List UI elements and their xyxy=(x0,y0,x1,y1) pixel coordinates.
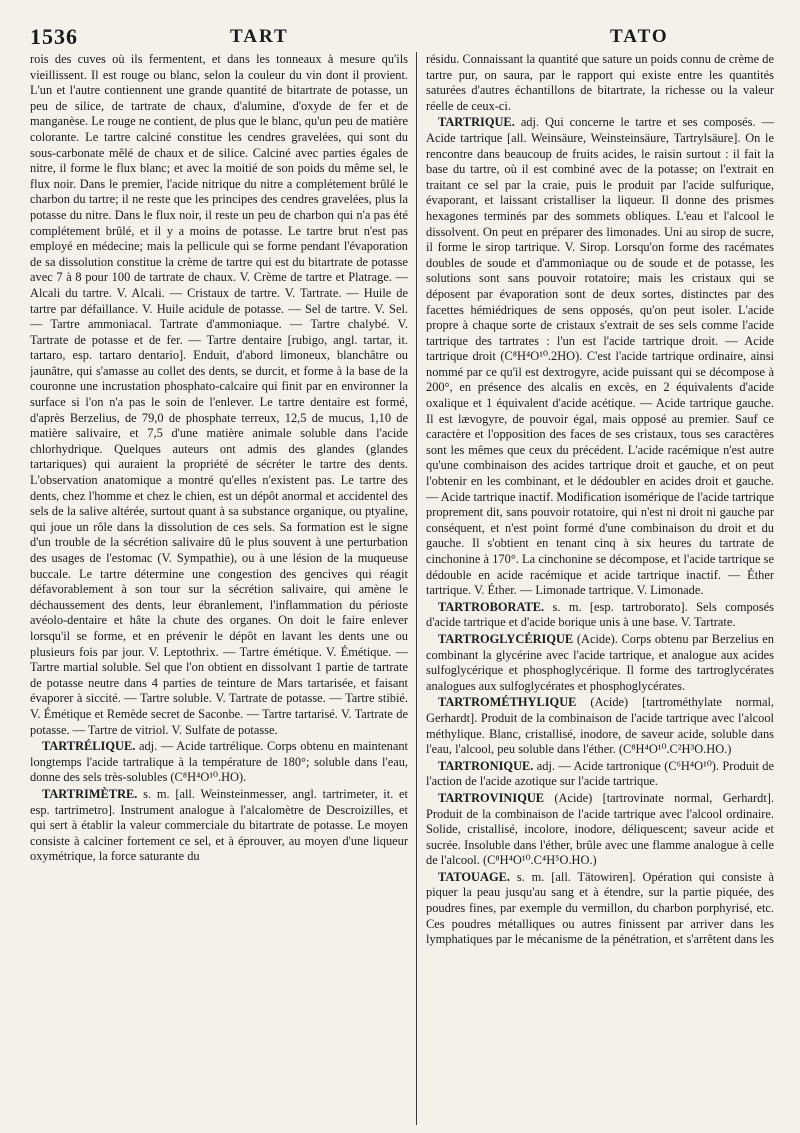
entry-body: s. m. [all. Tätowiren]. Opération qui consiste à piquer la peau jusqu'au sang et à étendre, sur la partie piquée, des poudres fines, par exemple du vermillon, du charbon porphyrisé, etc. Ces poudres métalliques ou autres finissent par arriver dans les lymphatiques par le mécanisme de la pénétration, et s'arrêtent dans les xyxy=(426,869,774,947)
dictionary-entry xyxy=(426,791,774,869)
left-column xyxy=(30,52,408,1125)
dictionary-entry xyxy=(426,115,774,598)
dictionary-entry xyxy=(426,600,774,631)
entry-headword: TARTROMÉTHYLIQUE xyxy=(438,695,577,710)
entry-body: s. m. [all. Weinsteinmesser, angl. tartrimeter, it. et esp. tartrimetro]. Instrument analogue à l'alcalomètre de Descroizilles, et qui sert à établir la valeur commerciale du bitartrate de potasse. Le moyen consiste à calciner fortement ce sel, et à éprouver, au moyen d'une liqueur oxymétrique, la force saturante du xyxy=(30,786,408,864)
entry-headword: TARTRIMÈTRE. xyxy=(42,786,138,801)
entry-headword: TARTROVINIQUE xyxy=(438,790,545,805)
entry-body: (Acide) [tartrométhylate normal, Gerhardt]. Produit de la combinaison de l'acide tartrique avec l'alcool méthylique. Blanc, cristallisé, inodore, de saveur acide, soluble dans l'eau, l'alcool, peu soluble dans l'éther. (C⁸H⁴O¹⁰.C²H³O.HO.) xyxy=(426,695,774,757)
running-header xyxy=(30,24,774,50)
entry-continuation: résidu. Connaissant la quantité que sature un poids connu de crème de tartre pur, on saura, par le rapport qui existe entre les quantités saturées d'autres échantillons de bitartrate, la richesse ou la valeur réelle de ceux-ci. xyxy=(426,52,774,113)
entry-headword: TARTRONIQUE. xyxy=(438,758,534,773)
entry-body: adj. — Acide tartrélique. Corps obtenu en maintenant longtemps l'acide tartralique à la température de 180°; soluble dans l'eau, donne des sels très-solubles (C⁸H⁴O¹⁰.HO). xyxy=(30,739,408,785)
entry-continuation: rois des cuves où ils fermentent, et dans les tonneaux à mesure qu'ils vieillissent. Il est rouge ou blanc, selon la couleur du vin dont il provient. L'un et l'autre contiennent une grande quantité de bitartrate de potasse, un peu de silice, de tartrate de chaux, d'alumine, d'oxyde de fer et de manganèse. Le rouge ne contient, de plus que le blanc, qu'un peu de matière colorante. Le tartre calciné constitue les cendres gravelées, qui sont du sous-carbonate mêlé de chaux et de silice. Calciné avec parties égales de nitre, il forme le flux blanc; et avec la moitié de son poids du même sel, le flux noir. Dans le premier, l'acide nitrique du nitre a complétement brûlé le charbon du tartre; il ne reste que les principes des cendres gravelées, plus la potasse du nitre. Dans le flux noir, il reste un peu de charbon qui n'a pas été complétement brûlé, et il y a moins de potasse. Le tartre brut n'est pas employé en médecine; mais la pellicule qui se forme pendant l'évaporation de sa dissolution constitue la crème de tartre qui est du bitartrate de potasse avec 7 à 8 pour 100 de tartrate de chaux. V. Crème de tartre et Platrage. — Alcali du tartre. V. Alcali. — Cristaux de tartre. V. Tartrate. — Huile de tartre par défaillance. V. Huile acidule de potasse. — Sel de tartre. V. Sel. — Tartre ammoniacal. Tartrate d'ammoniaque. — Tartre chalybé. V. Tartrate de potasse et de fer. — Tartre dentaire [rubigo, angl. tartar, it. tartaro, esp. tartaro dentario]. Enduit, d'abord limoneux, blanchâtre ou jaunâtre, qui s'amasse au collet des dents, se durcit, et forme à la base de la couronne une incrustation phosphato-calcaire qui finit par en environner la surface si l'on n'a pas le soin de l'enlever. Le tartre dentaire est formé, d'après Berzelius, de 79,0 de phosphate terreux, 12,5 de mucus, 1,10 de matière salivaire, et 7,5 d'une matière animale soluble dans l'acide chlorhydrique. Quelques auteurs ont admis des glandes (glandes tartariques) qui auraient la propriété de sécréter le tartre des dents. L'observation anatomique a montré qu'elles n'existent pas. Le tartre des dents, chez l'homme et chez le chien, est un dépôt anormal et accidentel des sels de la salive altérée, surtout quant à sa substance organique, ou ptyaline, qui joue un rôle dans la dissolution de ces sels. Sa formation est le signe d'un trouble de la sécrétion salivaire dû le plus souvent à une perturbation des usages de l'estomac (V. Sympathie), ou à une lésion de la muqueuse buccale. Le tartre détermine une congestion des gencives qui réagit défavorablement à son tour sur la sécrétion salivaire, qui amène le déchaussement des dents, leur ébranlement, l'inflammation du périoste avéolo-dentaire et hâte la chute des organes. On doit le faire enlever lorsqu'il se forme, et en prévenir le dépôt en lavant les dents une ou plusieurs fois par jour. V. Leptothrix. — Tartre émétique. V. Émétique. — Tartre martial soluble. Sel que l'on obtient en dissolvant 1 partie de tartrate de potasse neutre dans 4 parties de teinture de Mars tartarisée, et faisant évaporer à siccité. — Tartre soluble. V. Tartrate de potasse. — Tartre stibié. V. Émétique et Remède secret de Saconbe. — Tartre tartarisé. V. Tartrate de potasse. — Tartre de vitriol. V. Sulfate de potasse. xyxy=(30,52,408,737)
right-column xyxy=(426,52,774,1125)
entry-body: (Acide). Corps obtenu par Berzelius en combinant la glycérine avec l'acide tartrique, et analogue aux acides sulfoglycérique et phosphoglycérique. Il forme des tartroglycérates analogues aux sulfoglycérates et phosphoglycérates. xyxy=(426,631,774,693)
page-number: 1536 xyxy=(30,24,78,49)
text-columns xyxy=(30,52,774,1125)
dictionary-entry xyxy=(426,632,774,694)
entry-body: adj. Qui concerne le tartre et ses composés. — Acide tartrique [all. Weinsäure, Weinsteinsäure, Tartrylsäure]. On le rencontre dans beaucoup de fruits acides, le raisin surtout : il fait la base du tartre, où il est combiné avec de la potasse; on l'extrait en traitant ce sel par la craie, puis le produit par l'acide sulfurique, évaporant, et laissant cristalliser la liqueur. Il donne des prismes hexagones terminés par des sommets obliques. L'eau et l'alcool le dissolvent. On peut en préparer des limonades. Uni au sirop de sucre, il forme le sirop tartrique. V. Sirop. Lorsqu'on forme des racémates doubles de soude et d'ammoniaque ou de soude et de potasse, les solutions sont sans pouvoir rotatoire; mais les cristaux qui se déposent par évaporation sont de deux sortes, distinctes par des facettes hémiédriques de sens opposés, qu'on peut isoler. L'acide propre à chaque sorte de cristaux s'extrait de ses sels comme l'acide tartrique des tartrates : l'un est l'acide tartrique droit. — Acide tartrique droit (C⁸H⁴O¹⁰.2HO). C'est l'acide tartrique ordinaire, ainsi nommé par ce qu'il est dextrogyre, acide puissant qui se décompose à 200°, en présence des alcalis en excès, en 2 équivalents d'acide oxalique et 1 équivalent d'acide acétique. — Acide tartrique gauche. Il est lævogyre, de pouvoir égal, mais opposé au premier. Sauf ce caractère et l'opposition des faces de ses cristaux, tous ses caractères sont les mêmes que ceux du précédent. L'acide racémique n'est autre qu'une combinaison des acides tartrique droit et gauche, et on peut l'obtenir en les combinant, et le dédoubler en acides droit et gauche. — Acide tartrique inactif. Modification isomérique de l'acide tartrique proprement dit, sans pouvoir rotatoire, qui n'est ni droit ni gauche par conséquent, et n'est point formé d'une combinaison du droit et du gauche. Il s'obtient en tenant cinq à six heures du tartrate de cinchonine à 170°. La cinchonine se décompose, et l'acide tartrique se dédouble en acide racémique et acide tartrique inactif. — Éther tartrique. V. Éther. — Limonade tartrique. V. Limonade. xyxy=(426,115,774,598)
entry-headword: TARTRÉLIQUE. xyxy=(42,739,136,754)
entry-body: (Acide) [tartrovinate normal, Gerhardt]. Produit de la combinaison de l'acide tartrique avec l'alcool ordinaire. Solide, cristallisé, incolore, inodore, déliquescent; saveur acide et sucrée. Insoluble dans l'éther, brûle avec une flamme analogue à celle de l'alcool. (C⁸H⁴O¹⁰.C⁴H⁵O.HO.) xyxy=(426,790,774,868)
dictionary-entry xyxy=(426,759,774,790)
left-running-head: TART xyxy=(230,26,289,47)
entry-body: s. m. [esp. tartroborato]. Sels composés d'acide tartrique et d'acide borique unis à une base. V. Tartrate. xyxy=(426,599,774,630)
entry-headword: TARTROBORATE. xyxy=(438,599,545,614)
dictionary-entry xyxy=(426,695,774,757)
dictionary-entry xyxy=(426,870,774,948)
dictionary-entry xyxy=(30,739,408,786)
column-divider xyxy=(416,52,417,1125)
entry-headword: TARTRIQUE. xyxy=(438,115,515,130)
dictionary-entry xyxy=(30,787,408,865)
entry-headword: TATOUAGE. xyxy=(438,869,510,884)
right-running-head: TATO xyxy=(610,26,669,47)
entry-headword: TARTROGLYCÉRIQUE xyxy=(438,631,574,646)
entry-body: adj. — Acide tartronique (C⁶H⁴O¹⁰). Produit de l'action de l'acide azotique sur l'acide tartrique. xyxy=(426,758,774,789)
